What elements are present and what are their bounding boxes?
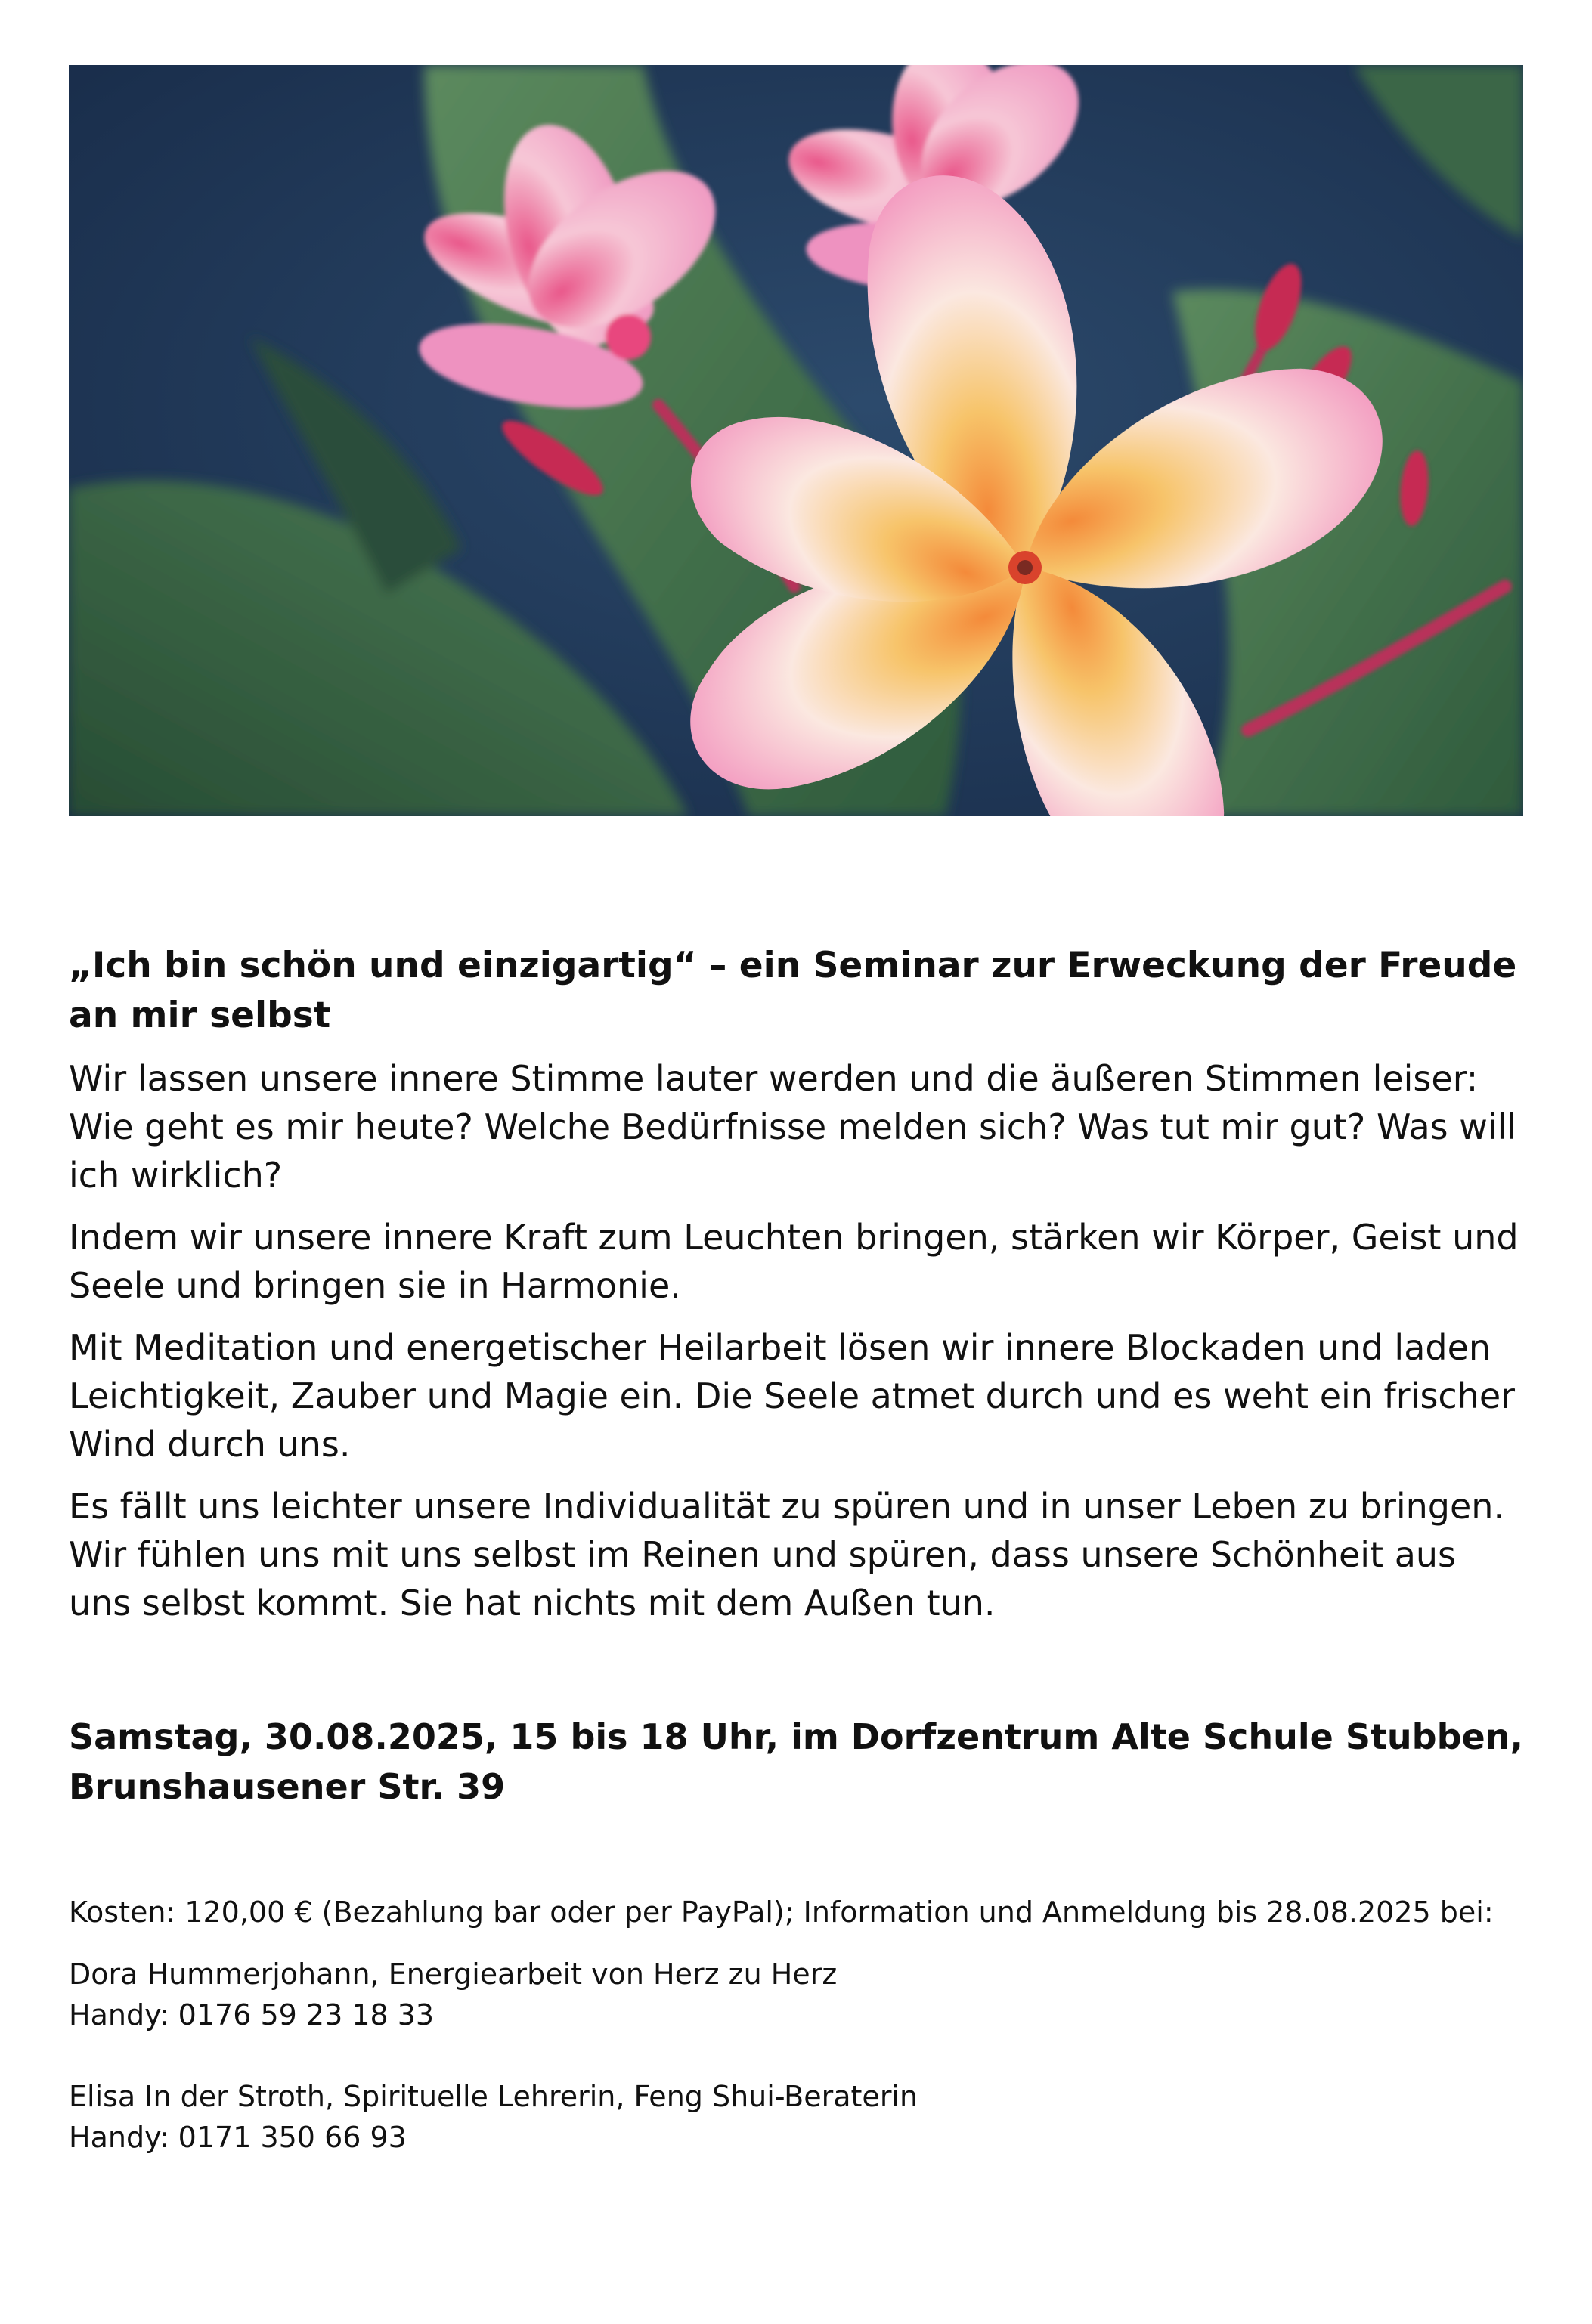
intro-paragraph-1: Wir lassen unsere innere Stimme lauter werden und die äußeren Stimmen leiser: Wie geht es mir heute? Welche Bedürfnisse melden sich? Was tut mir gut? Was will ich wirklich?: [69, 1058, 1517, 1196]
intro-paragraph-2: Indem wir unsere innere Kraft zum Leuchten bringen, stärken wir Körper, Geist und Seele und bringen sie in Harmonie.: [69, 1217, 1519, 1306]
intro-paragraph-4: Es fällt uns leichter unsere Individualität zu spüren und in unser Leben zu bringen. Wir fühlen uns mit uns selbst im Reinen und spüren, dass unsere Schönheit aus uns selbst kommt. Sie hat nichts mit dem Außen tun.: [69, 1486, 1505, 1623]
contact-block: [69, 1954, 1523, 2035]
contact-name: Dora Hummerjohann, Energiearbeit von Herz zu Herz: [69, 1957, 838, 1991]
costs-info: Kosten: 120,00 € (Bezahlung bar oder per PayPal); Information und Anmeldung bis 28.08.2025 bei:: [69, 1895, 1494, 1929]
intro-paragraph-3: Mit Meditation und energetischer Heilarbeit lösen wir innere Blockaden und laden Leichtigkeit, Zauber und Magie ein. Die Seele atmet durch und es weht ein frischer Wind durch uns.: [69, 1327, 1516, 1465]
contact-name: Elisa In der Stroth, Spirituelle Lehrerin, Feng Shui-Beraterin: [69, 2080, 918, 2113]
flyer-content: [69, 941, 1523, 2158]
contact-block: [69, 2076, 1523, 2158]
frangipani-photo: [69, 65, 1523, 816]
seminar-title: „Ich bin schön und einzigartig“ – ein Seminar zur Erweckung der Freude an mir selbst: [69, 945, 1517, 1036]
event-date-location: Samstag, 30.08.2025, 15 bis 18 Uhr, im Dorfzentrum Alte Schule Stubben, Brunshausener Str. 39: [69, 1716, 1523, 1807]
frangipani-illustration: [69, 65, 1523, 816]
contact-phone: Handy: 0171 350 66 93: [69, 2121, 407, 2154]
contact-phone: Handy: 0176 59 23 18 33: [69, 1998, 435, 2032]
